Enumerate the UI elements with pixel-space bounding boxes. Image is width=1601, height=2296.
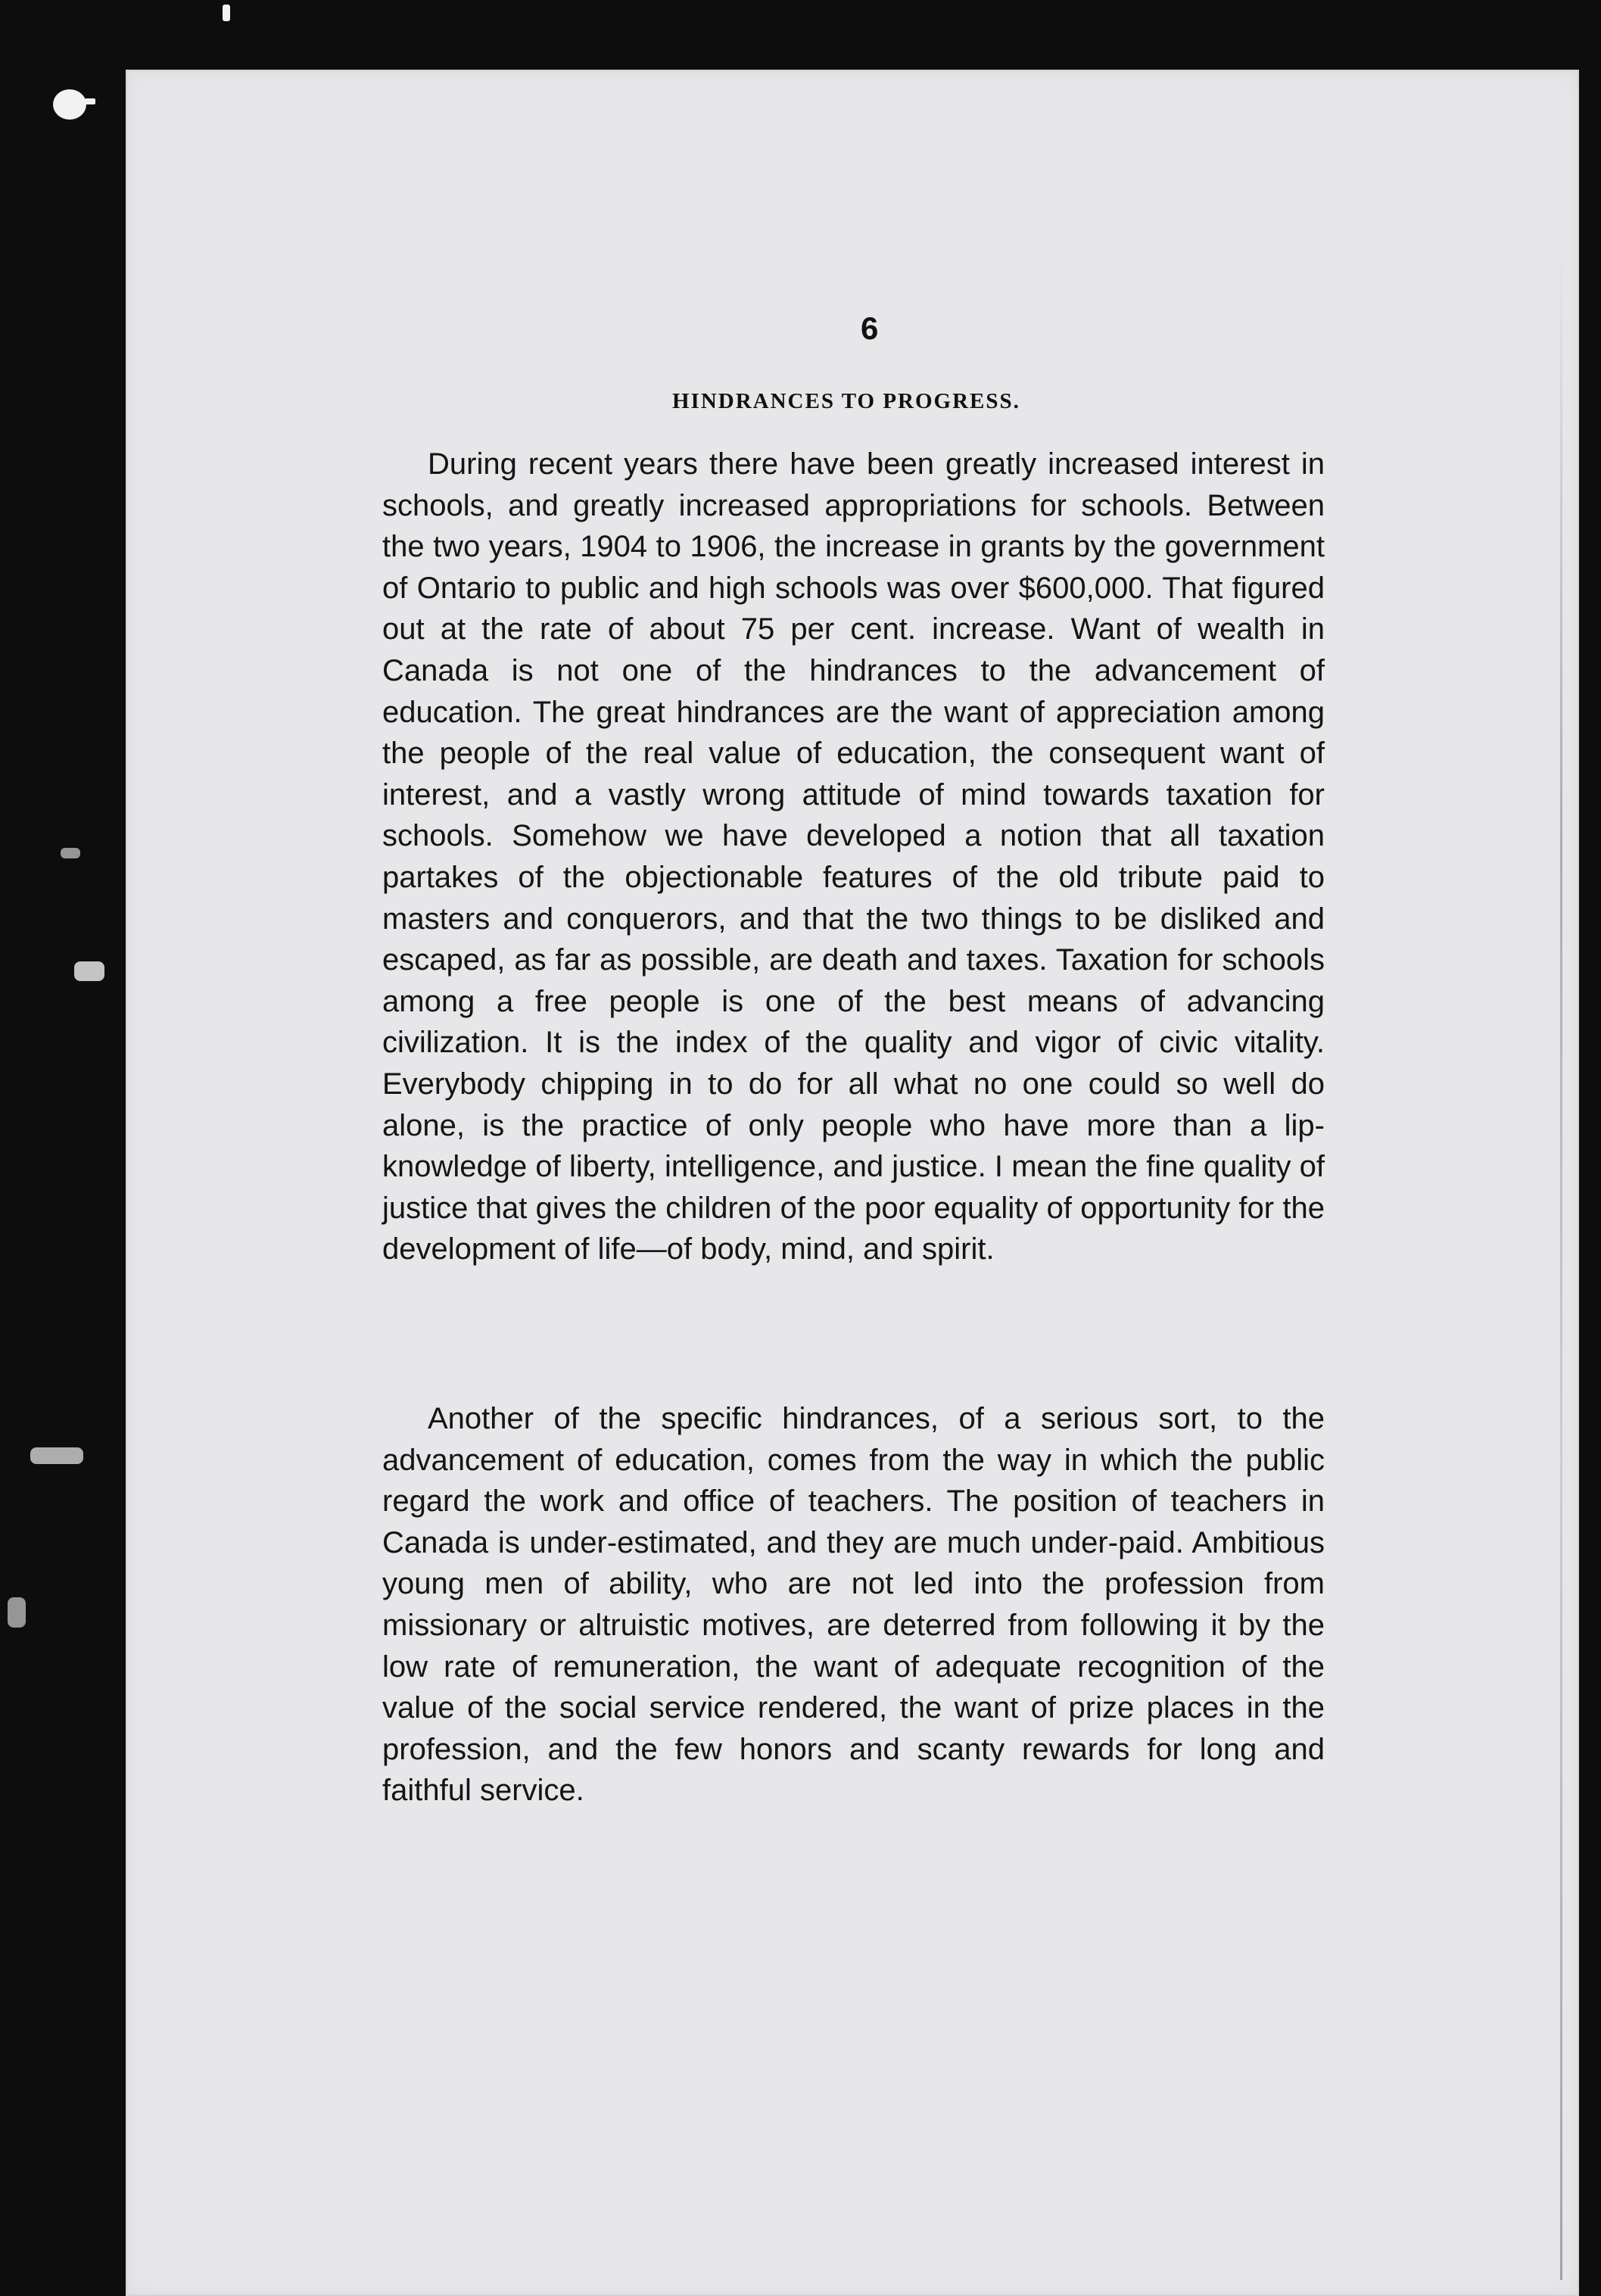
paragraph-text: During recent years there have been greatly increased interest in schools, and greatly increased appropriations for schools. Between the two years, 1904 to 1906, the increase in grants by the government of Ontario to public and high schools was over $600,000. That figured out at the rate of about 75 per cent. increase. Want of wealth in Canada is not one of the hindrances to the advancement of education. The great hindrances are the want of appreciation among the people of the real value of education, the consequent want of interest, and a vastly wrong attitude of mind towards taxation for schools. Somehow we have developed a notion that all taxation partakes of the objectionable features of the old tribute paid to masters and conquerors, and that the two things to be disliked and escaped, as far as possible, are death and taxes. Taxation for schools among a free people is one of the best means of advancing civilization. It is the index of the quality and vigor of civic vitality. Everybody chipping in to do for all what no one could so well do alone, is the practice of only people who have more than a lip-knowledge of liberty, intelligence, and justice. I mean the fine quality of justice that gives the children of the poor equality of opportunity for the development of life—of body, mind, and spirit.	[382, 447, 1325, 1266]
scan-speck	[8, 1597, 26, 1628]
body-paragraph-1	[382, 444, 1325, 1270]
scan-speck	[223, 5, 230, 21]
scan-speck	[53, 89, 86, 120]
page-number: 6	[861, 310, 879, 346]
body-paragraph-2	[382, 1398, 1325, 1812]
paragraph-text: Another of the specific hindrances, of a serious sort, to the advancement of education, comes from the way in which the public regard the work and office of teachers. The position of teachers in Canada is under-estimated, and they are much under-paid. Ambitious young men of ability, who are not led into the profession from missionary or altruistic motives, are deterred from following it by the low rate of remuneration, the want of adequate recognition of the value of the social service rendered, the want of prize places in the profession, and the few honors and scanty rewards for long and faithful service.	[382, 1402, 1325, 1808]
scan-speck	[85, 98, 95, 104]
scan-speck	[74, 961, 104, 981]
scan-speck	[30, 1447, 83, 1464]
section-heading: HINDRANCES TO PROGRESS.	[672, 389, 1020, 413]
scan-speck	[61, 848, 80, 858]
page-edge-shadow	[1560, 236, 1562, 2280]
